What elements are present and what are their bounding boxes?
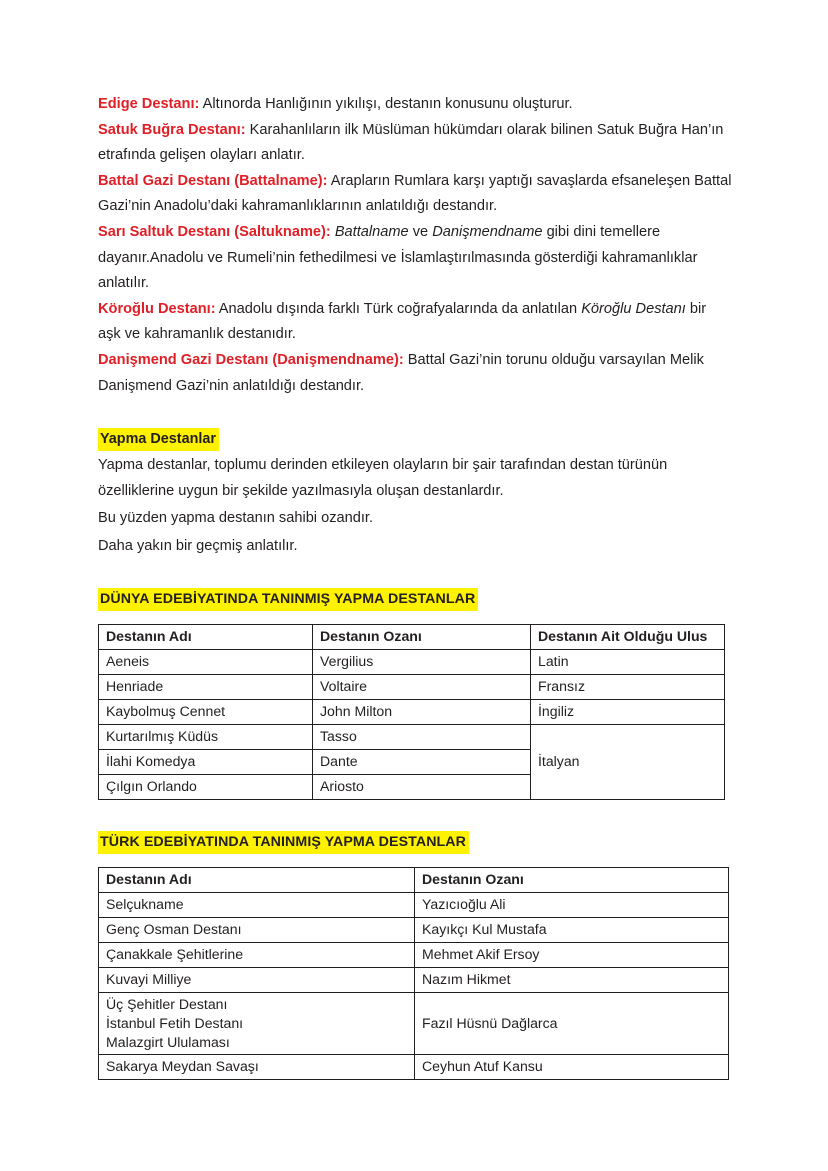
column-header-destan-ozani: Destanın Ozanı [313, 624, 531, 649]
destan-body-battal-gazi: Arapların Rumlara karşı yaptığı savaşlarda efsaneleşen Battal Gazi’nin Anadolu’daki kahramanlıklarının anlatıldığı destandır. [98, 172, 732, 215]
cell-destan-ozani: Yazıcıoğlu Ali [415, 892, 729, 917]
yapma-destanlar-paragraph-1: Yapma destanlar, toplumu derinden etkileyen olayların bir şair tarafından destan türünün özelliklerine uygun bir şekilde yazılmasıyla oluşan destanlardır. [98, 457, 668, 499]
cell-destan-ulus: Fransız [531, 674, 725, 699]
spacer-before-dunya-heading [98, 560, 732, 588]
table-header-row [99, 867, 729, 892]
cell-destan-ozani: Vergilius [313, 649, 531, 674]
cell-destan-ozani: Dante [313, 749, 531, 774]
cell-destan-ozani: Ariosto [313, 774, 531, 799]
cell-destan-ozani: Nazım Hikmet [415, 967, 729, 992]
table-row [99, 892, 729, 917]
cell-destan-ozani: Kayıkçı Kul Mustafa [415, 917, 729, 942]
cell-destan-adi: İlahi Komedya [99, 749, 313, 774]
yapma-destanlar-paragraph-3: Daha yakın bir geçmiş anlatılır. [98, 537, 298, 554]
column-header-destan-ulus: Destanın Ait Olduğu Ulus [531, 624, 725, 649]
cell-line: Üç Şehitler Destanı [106, 995, 228, 1012]
column-header-destan-adi: Destanın Adı [99, 624, 313, 649]
table-row [99, 699, 725, 724]
destan-entry-satuk-bugra [98, 118, 732, 169]
cell-destan-ulus: Latin [531, 649, 725, 674]
spacer-before-turk-heading [98, 800, 732, 831]
yapma-destanlar-section [98, 428, 732, 559]
dunya-table-heading-row [98, 588, 732, 611]
destan-body-koroglu-post: bir aşk ve kahramanlık destanıdır. [98, 300, 707, 343]
cell-destan-adi-multiline [99, 992, 415, 1054]
column-header-destan-adi: Destanın Adı [99, 867, 415, 892]
table-row [99, 917, 729, 942]
cell-destan-adi: Sakarya Meydan Savaşı [99, 1054, 415, 1079]
turk-destanlar-table [98, 867, 729, 1080]
table-row [99, 724, 725, 749]
table-row [99, 942, 729, 967]
destan-body-edige: Altınorda Hanlığının yıkılışı, destanın konusunu oluşturur. [199, 96, 573, 112]
table-row [99, 967, 729, 992]
destan-entry-koroglu [98, 297, 732, 348]
dunya-table-wrapper [98, 624, 732, 800]
table-row [99, 1054, 729, 1079]
cell-destan-adi: Henriade [99, 674, 313, 699]
cell-destan-adi: Kaybolmuş Cennet [99, 699, 313, 724]
cell-destan-adi: Aeneis [99, 649, 313, 674]
cell-destan-ozani: John Milton [313, 699, 531, 724]
cell-destan-ulus-merged: İtalyan [531, 724, 725, 799]
destan-body-koroglu-pre: Anadolu dışında farklı Türk coğrafyalarında da anlatılan [215, 300, 582, 317]
destan-body-danismend: Battal Gazi’nin torunu olduğu varsayılan Melik Danişmend Gazi’nin anlatıldığı destandır. [98, 351, 704, 394]
destan-term-danismend: Danişmend Gazi Destanı (Danişmendname): [98, 351, 404, 368]
cell-destan-ozani: Voltaire [313, 674, 531, 699]
destan-italic-koroglu-destani: Köroğlu Destanı [581, 300, 686, 317]
column-header-destan-ozani: Destanın Ozanı [415, 867, 729, 892]
cell-destan-adi: Çılgın Orlando [99, 774, 313, 799]
yapma-destanlar-paragraph-2: Bu yüzden yapma destanın sahibi ozandır. [98, 510, 374, 527]
destan-italic-battalname: Battalname [334, 223, 409, 240]
cell-destan-adi: Selçukname [99, 892, 415, 917]
destan-body-sari-saltuk-post: gibi dini temellere dayanır.Anadolu ve Rumeli’nin fethedilmesi ve İslamlaştırılmasında gösterdiği kahramanlıklar anlatılır. [98, 223, 698, 292]
table-row [99, 649, 725, 674]
destan-term-koroglu: Köroğlu Destanı: [98, 300, 216, 317]
turk-table-heading: TÜRK EDEBİYATINDA TANINMIŞ YAPMA DESTANLAR [98, 831, 469, 854]
cell-destan-ozani: Ceyhun Atuf Kansu [415, 1054, 729, 1079]
destan-italic-danismendname: Danişmendname [432, 223, 543, 240]
yapma-destanlar-heading-row [98, 428, 732, 451]
destan-term-edige: Edige Destanı: [98, 96, 200, 112]
destan-term-sari-saltuk: Sarı Saltuk Destanı (Saltukname): [98, 223, 331, 240]
cell-destan-ozani: Mehmet Akif Ersoy [415, 942, 729, 967]
destan-entry-sari-saltuk [98, 220, 732, 297]
dunya-table-heading: DÜNYA EDEBİYATINDA TANINMIŞ YAPMA DESTANLAR [98, 588, 478, 611]
destan-entry-battal-gazi [98, 169, 732, 220]
destan-term-battal-gazi: Battal Gazi Destanı (Battalname): [98, 172, 328, 189]
destan-body-satuk-bugra: Karahanlıların ilk Müslüman hükümdarı olarak bilinen Satuk Buğra Han’ın etrafında gelişen olayları anlatır. [98, 121, 724, 164]
turk-table-heading-row [98, 831, 732, 854]
cell-destan-adi: Kurtarılmış Küdüs [99, 724, 313, 749]
cell-destan-ozani: Tasso [313, 724, 531, 749]
yapma-destanlar-heading: Yapma Destanlar [98, 428, 219, 451]
turk-table-wrapper [98, 867, 732, 1080]
cell-destan-adi: Genç Osman Destanı [99, 917, 415, 942]
destan-entry-danismend [98, 348, 732, 399]
destan-entry-list [98, 92, 732, 399]
table-header-row [99, 624, 725, 649]
destan-entry-edige [98, 92, 732, 118]
cell-line: İstanbul Fetih Destanı [106, 1014, 244, 1031]
cell-destan-adi: Çanakkale Şehitlerine [99, 942, 415, 967]
cell-destan-ulus: İngiliz [531, 699, 725, 724]
destan-body-sari-saltuk-mid: ve [408, 223, 433, 240]
table-row [99, 674, 725, 699]
cell-destan-ozani: Fazıl Hüsnü Dağlarca [415, 992, 729, 1054]
table-row [99, 992, 729, 1054]
destan-term-satuk-bugra: Satuk Buğra Destanı: [98, 121, 246, 138]
cell-line: Malazgirt Ululaması [106, 1033, 230, 1050]
dunya-destanlar-table [98, 624, 725, 800]
cell-destan-adi: Kuvayi Milliye [99, 967, 415, 992]
